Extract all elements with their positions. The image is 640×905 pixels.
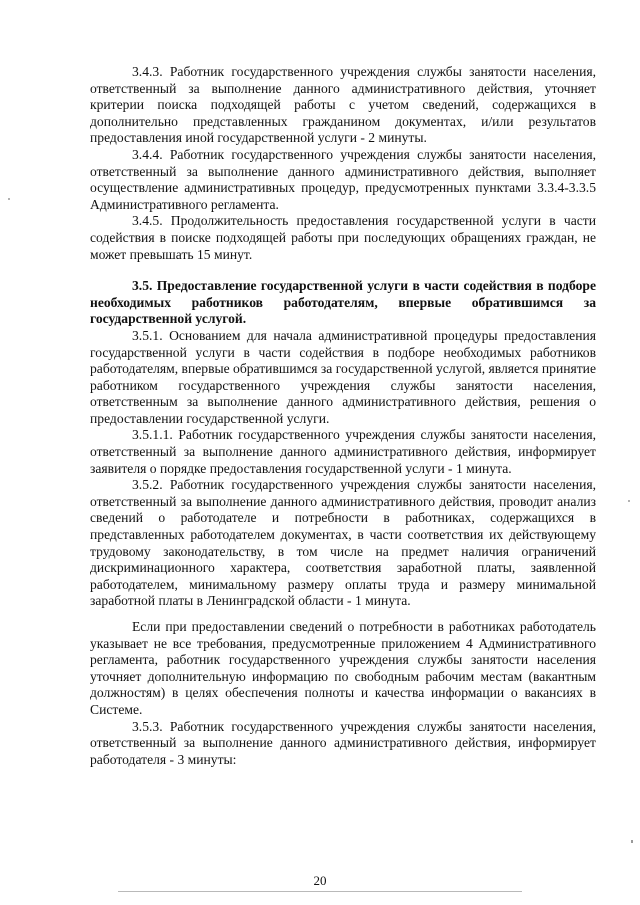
paragraph-3-5-2: 3.5.2. Работник государственного учреждения службы занятости населения, ответственный за выполнение данного административного действия, проводит анализ сведений о работодателе и потребности в работниках, содержащихся в представленных работодателем документах, в части соответствия их действующему трудовому законодательству, в том числе на предмет наличия ограничений дискриминационного характера, соответствия заработной платы, заявленной работодателем, минимальному размеру оплаты труда и размеру минимальной заработной платы в Ленинградской области - 1 минута. [90, 477, 596, 609]
paragraph-3-5-1-1: 3.5.1.1. Работник государственного учреждения службы занятости населения, ответственный за выполнение данного административного действия, информирует заявителя о порядке предоставления государственной услуги - 1 минута. [90, 427, 596, 476]
paragraph-3-4-5: 3.4.5. Продолжительность предоставления государственной услуги в части содействия в поиске подходящей работы при последующих обращениях граждан, не может превышать 15 минут. [90, 213, 596, 262]
scan-artifact [631, 840, 633, 843]
page-number: 20 [313, 873, 327, 888]
paragraph-3-4-3: 3.4.3. Работник государственного учреждения службы занятости населения, ответственный за выполнение данного административного действия, уточняет критерии поиска подходящей работы с учетом сведений, содержащихся в дополнительно представленных гражданином документах, и/или результатов предоставления иной государственной услуги - 2 минуты. [90, 64, 596, 146]
paragraph-requirements-note: Если при предоставлении сведений о потребности в работниках работодатель указывает не все требования, предусмотренные приложением 4 Административного регламента, работник государственного учреждения службы занятости населения уточняет дополнительную информацию по свободным рабочим местам (вакантным должностям) в целях обеспечения полноты и качества информации о вакансиях в Системе. [90, 619, 596, 717]
scan-artifact [8, 198, 10, 200]
document-body [90, 64, 596, 768]
paragraph-3-5-3: 3.5.3. Работник государственного учреждения службы занятости населения, ответственный за выполнение данного административного действия, информирует работодателя - 3 минуты: [90, 718, 596, 767]
scan-artifact [628, 500, 630, 502]
paragraph-3-5-1: 3.5.1. Основанием для начала административной процедуры предоставления государственной услуги в части содействия в подборе необходимых работников работодателям, впервые обратившимся за государственной услугой, является принятие работником государственного учреждения службы занятости населения, ответственным за выполнение данного административного действия, решения о предоставлении государственной услуги. [90, 327, 596, 426]
section-heading-3-5: 3.5. Предоставление государственной услуги в части содействия в подборе необходимых работников работодателям, впервые обратившимся за государственной услугой. [90, 278, 596, 327]
bottom-divider [118, 891, 522, 892]
paragraph-3-4-4: 3.4.4. Работник государственного учреждения службы занятости населения, ответственный за выполнение данного административного действия, выполняет осуществление административных процедур, предусмотренных пунктами 3.3.4-3.3.5 Административного регламента. [90, 146, 596, 212]
